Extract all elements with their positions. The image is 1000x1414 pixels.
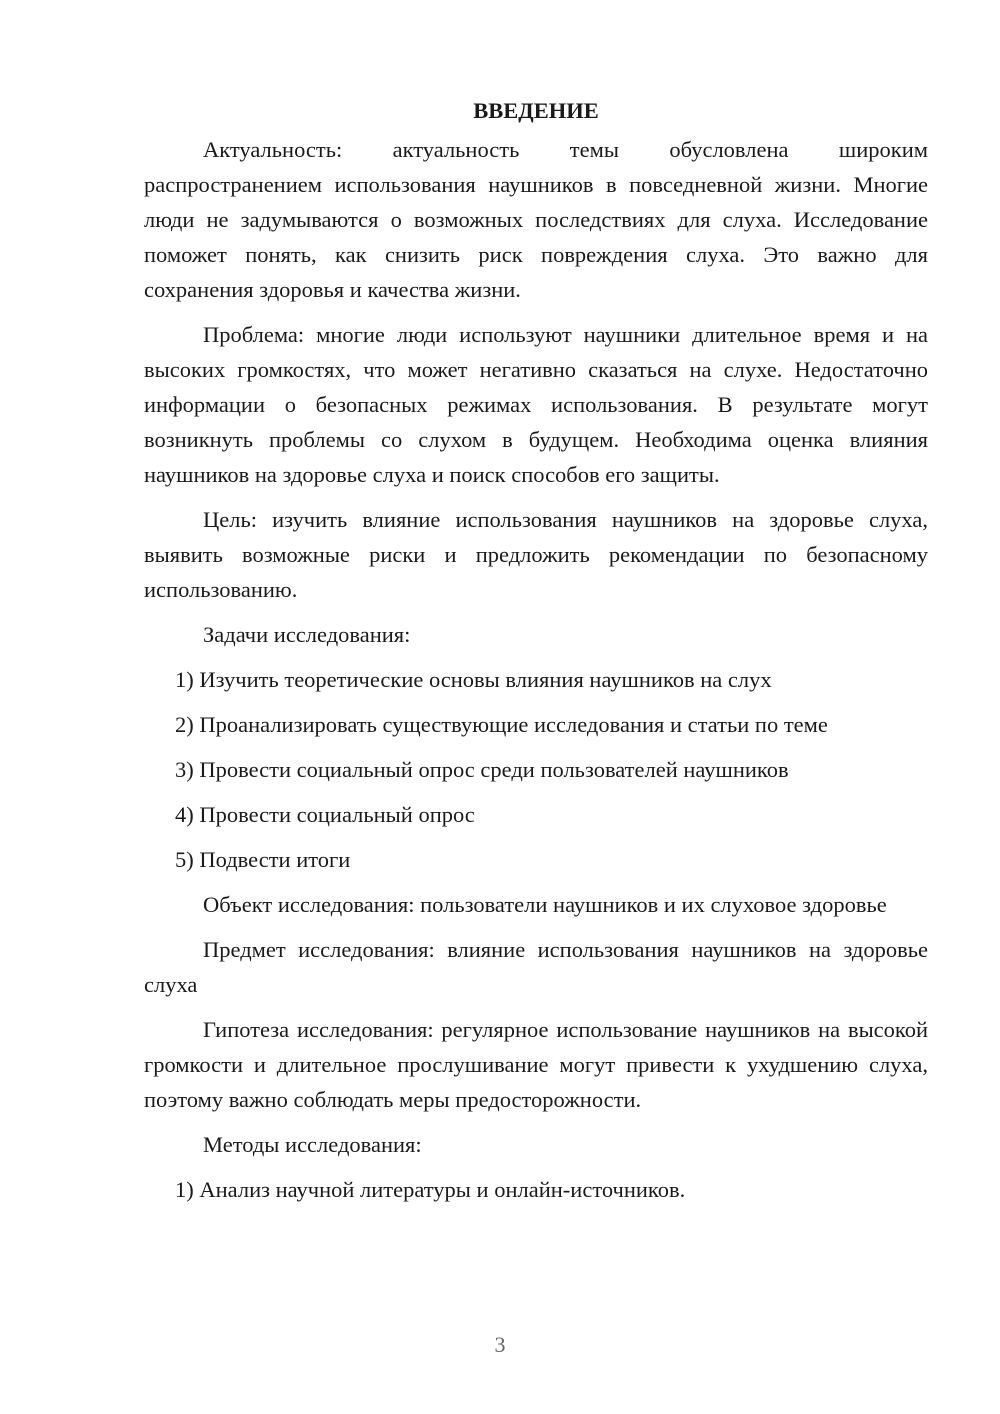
subject-paragraph: Предмет исследования: влияние использования наушников на здоровье слуха xyxy=(144,937,928,997)
methods-heading: Методы исследования: xyxy=(203,1132,422,1157)
relevance-paragraph: Актуальность: актуальность темы обусловлена широким распространением использования наушников в повседневной жизни. Многие люди не задумываются о возможных последствиях для слуха. Исследование поможет понять, как снизить риск повреждения слуха. Это важно для сохранения здоровья и качества жизни. xyxy=(144,137,928,302)
page-number: 3 xyxy=(494,1332,506,1357)
method-item-1: 1) Анализ научной литературы и онлайн-источников. xyxy=(175,1177,686,1202)
goal-paragraph: Цель: изучить влияние использования наушников на здоровье слуха, выявить возможные риски и предложить рекомендации по безопасному использованию. xyxy=(144,507,928,602)
task-item-2: 2) Проанализировать существующие исследования и статьи по теме xyxy=(175,712,828,737)
tasks-heading: Задачи исследования: xyxy=(203,622,411,647)
task-item-4: 4) Провести социальный опрос xyxy=(175,802,475,827)
object-paragraph: Объект исследования: пользователи наушников и их слуховое здоровье xyxy=(203,892,887,917)
page-title: ВВЕДЕНИЕ xyxy=(473,98,599,123)
hypothesis-paragraph: Гипотеза исследования: регулярное использование наушников на высокой громкости и длительное прослушивание могут привести к ухудшению слуха, поэтому важно соблюдать меры предосторожности. xyxy=(144,1017,928,1112)
task-item-1: 1) Изучить теоретические основы влияния наушников на слух xyxy=(175,667,772,692)
task-item-5: 5) Подвести итоги xyxy=(175,847,351,872)
task-item-3: 3) Провести социальный опрос среди пользователей наушников xyxy=(175,757,789,782)
document-page xyxy=(144,93,928,1217)
problem-paragraph: Проблема: многие люди используют наушники длительное время и на высоких громкостях, что может негативно сказаться на слухе. Недостаточно информации о безопасных режимах использования. В результате могут возникнуть проблемы со слухом в будущем. Необходима оценка влияния наушников на здоровье слуха и поиск способов его защиты. xyxy=(144,322,928,487)
